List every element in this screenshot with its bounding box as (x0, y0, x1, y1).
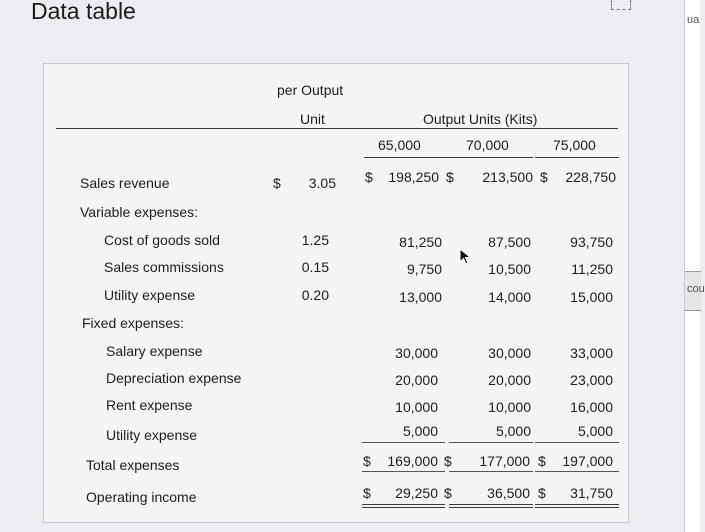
c2-value: 14,000 (488, 289, 531, 305)
row-label-total-expenses: Total expenses (86, 457, 180, 473)
c2-dollar-sign: $ (444, 485, 452, 501)
c3-value: 197,000 (562, 453, 613, 469)
double-underline-c1-bottom (362, 507, 445, 508)
c2-dollar-sign: $ (444, 453, 452, 469)
c1-value: 10,000 (395, 399, 438, 415)
c1-value: 29,250 (395, 485, 438, 501)
c2-value: 177,000 (479, 453, 530, 469)
c3-value: 31,750 (570, 485, 613, 501)
window-title: Data table (31, 0, 136, 24)
background-window-edge (684, 0, 705, 532)
row-label-sales-commissions: Sales commissions (104, 259, 224, 275)
per-output-header: per Output (277, 82, 344, 98)
background-text-mid: cou (687, 283, 705, 295)
total-underline-c1 (362, 471, 445, 472)
row-label-operating-income: Operating income (86, 489, 197, 505)
c1-dollar-sign: $ (363, 485, 371, 501)
col-header-70000: 70,000 (466, 137, 509, 153)
row-label-depreciation-expense: Depreciation expense (106, 370, 242, 386)
col3-header-underline (535, 157, 619, 158)
c1-value: 5,000 (402, 423, 438, 439)
data-table-panel (43, 63, 629, 523)
row-label-salary-expense: Salary expense (106, 343, 203, 359)
c2-value: 10,000 (488, 399, 531, 415)
unit-value: 0.20 (301, 287, 329, 303)
c2-value: 36,500 (487, 485, 530, 501)
c1-value: 198,250 (388, 169, 439, 185)
c3-value: 11,250 (571, 261, 613, 277)
double-underline-c1-top (362, 504, 445, 505)
c2-value: 5,000 (495, 423, 531, 439)
header-rule (56, 128, 618, 129)
c3-value: 15,000 (570, 289, 613, 305)
c3-dollar-sign: $ (540, 169, 548, 185)
double-underline-c3-bottom (535, 507, 619, 508)
double-underline-c2-top (449, 504, 533, 505)
subtotal-underline-c2 (449, 442, 533, 443)
col-header-65000: 65,000 (378, 137, 421, 153)
c1-value: 81,250 (399, 234, 442, 250)
row-label-utility-expense-variable: Utility expense (104, 287, 196, 303)
c2-value: 10,500 (488, 261, 531, 277)
subtotal-underline-c3 (535, 442, 619, 443)
c2-value: 87,500 (488, 234, 531, 250)
c2-dollar-sign: $ (446, 169, 454, 185)
row-label-utility-expense-fixed: Utility expense (106, 427, 198, 443)
col2-header-underline (448, 157, 533, 158)
c3-value: 23,000 (570, 372, 613, 388)
total-underline-c3 (535, 471, 619, 472)
col-header-75000: 75,000 (553, 137, 596, 153)
c1-value: 30,000 (395, 345, 438, 361)
c3-value: 33,000 (570, 345, 613, 361)
c3-dollar-sign: $ (538, 485, 546, 501)
unit-dollar-sign: $ (273, 175, 281, 191)
c3-value: 5,000 (577, 423, 613, 439)
c1-value: 9,750 (406, 261, 442, 277)
c2-value: 30,000 (488, 345, 531, 361)
c3-value: 16,000 (570, 399, 613, 415)
col1-header-underline (364, 157, 448, 158)
unit-price: 3.05 (308, 175, 336, 191)
background-text-top: ua (687, 14, 700, 26)
c1-dollar-sign: $ (363, 453, 371, 469)
row-label-fixed-expenses: Fixed expenses: (82, 315, 184, 331)
window-control-button[interactable] (611, 0, 631, 10)
mouse-cursor-icon (459, 248, 473, 266)
unit-value: 0.15 (301, 259, 329, 275)
row-label-rent-expense: Rent expense (106, 397, 193, 413)
total-underline-c2 (449, 471, 533, 472)
unit-value: 1.25 (301, 232, 329, 248)
c1-dollar-sign: $ (365, 169, 373, 185)
output-units-header: Output Units (Kits) (423, 111, 538, 127)
c1-value: 20,000 (395, 372, 438, 388)
c3-value: 93,750 (570, 234, 613, 250)
row-label-sales-revenue: Sales revenue (80, 175, 170, 191)
subtotal-underline-c1 (362, 442, 445, 443)
c3-dollar-sign: $ (538, 453, 546, 469)
row-label-cost-of-goods-sold: Cost of goods sold (104, 232, 220, 248)
c3-value: 228,750 (565, 169, 616, 185)
unit-header: Unit (300, 111, 325, 127)
row-label-variable-expenses: Variable expenses: (80, 204, 199, 220)
c1-value: 13,000 (399, 289, 442, 305)
double-underline-c2-bottom (449, 507, 533, 508)
c2-value: 20,000 (488, 372, 531, 388)
double-underline-c3-top (535, 504, 619, 505)
c1-value: 169,000 (387, 453, 438, 469)
c2-value: 213,500 (482, 169, 533, 185)
